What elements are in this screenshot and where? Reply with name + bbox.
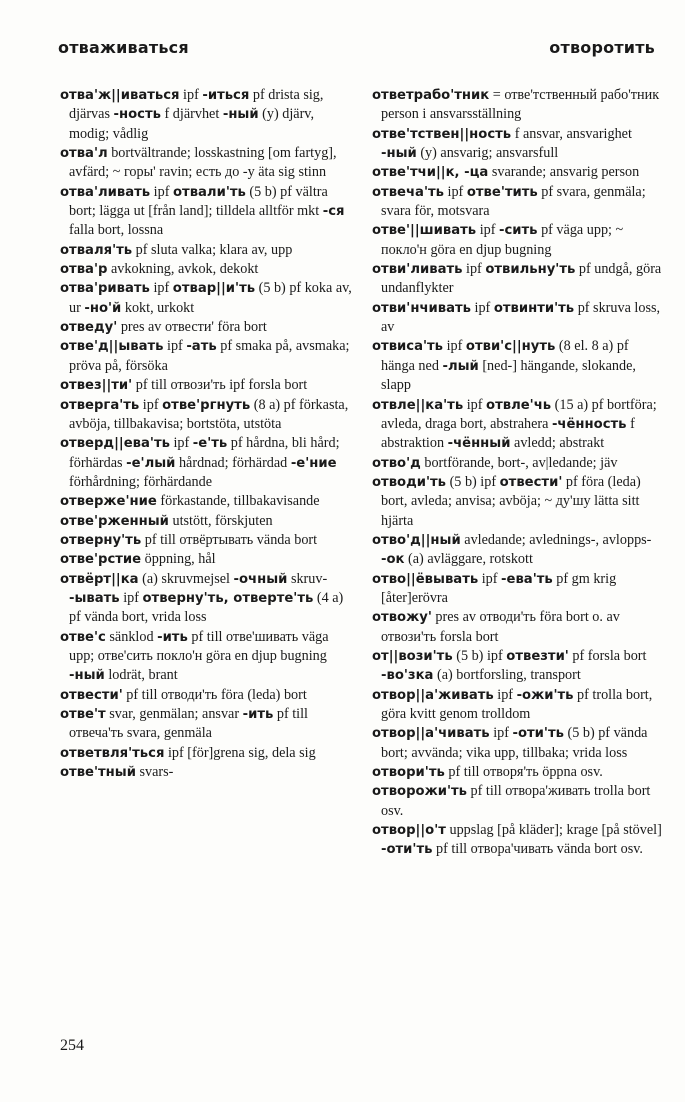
entry-text: (a) bortforsling, transport [433, 667, 581, 684]
entry-headword: отверд||ева'ть [60, 436, 170, 452]
entry-headword: отвор||а'чивать [372, 726, 490, 742]
entry-headword: ответрабо'тник [372, 88, 490, 103]
dictionary-entry [372, 821, 662, 860]
dictionary-entry [60, 550, 352, 569]
entry-text: öppning, hål [141, 551, 216, 568]
entry-headword: -во'зка [381, 668, 434, 684]
dictionary-entry [372, 782, 662, 821]
entry-text: ipf [119, 589, 143, 606]
entry-headword: отвор||о'т [372, 823, 446, 839]
entry-headword: отве'рстие [60, 552, 142, 568]
entry-headword: -ный [69, 668, 105, 684]
entry-text: pf till отвора'живать trolla bort osv. [381, 783, 651, 819]
page-number: 254 [60, 1037, 84, 1054]
entry-text: ipf [149, 280, 173, 297]
entry-headword: -ожи'ть [516, 687, 574, 703]
entry-text: (y) ansvarig; ansvarsfull [416, 145, 559, 162]
dictionary-entry [372, 163, 662, 182]
entry-text: pf svara, genmäla; svara för, motsvara [381, 183, 646, 220]
entry-headword: отви'нчивать [372, 300, 471, 316]
dictionary-entry [60, 570, 352, 628]
entry-text: förhårdning; förhärdande [69, 473, 212, 490]
entry-text: (y) djärv, modig; vådlig [69, 106, 315, 142]
dictionary-entry [60, 318, 352, 337]
dictionary-entry [60, 144, 352, 183]
entry-headword: отве'т [60, 707, 106, 722]
entry-text: pres av отводи'ть föra bort o. av отвози'ть forsla bort [381, 609, 620, 645]
dictionary-entry [60, 241, 352, 260]
entry-headword: отва'р [60, 262, 108, 278]
entry-text: pf till отворя'ть öppna osv. [444, 764, 603, 781]
entry-text: ipf [150, 183, 173, 200]
entry-headword: -ева'ть [501, 571, 553, 587]
entry-text: pf till отве'шивать väga upp; отве'сить покло'н göra en djup bugning [69, 628, 329, 664]
entry-text: ipf [462, 261, 486, 278]
running-head-left: отваживаться [58, 38, 189, 57]
entry-headword: -е'лый [126, 455, 176, 471]
entry-text: ipf [493, 686, 517, 703]
entry-text: (5 b) ipf [446, 473, 500, 490]
dictionary-entry [60, 705, 352, 744]
entry-text: pf till отводи'ть föra (leda) bort [122, 686, 307, 703]
dictionary-entry [372, 608, 662, 647]
entry-text: ipf [169, 435, 193, 452]
entry-text: pf till отвози'ть ipf forsla bort [132, 377, 308, 394]
entry-text: skruv- [287, 570, 328, 587]
entry-headword: отва'ж||иваться [60, 88, 180, 103]
entry-text: pf till отвеча'ть svara, genmäla [69, 706, 308, 742]
entry-text: (a) avläggare, rotskott [404, 551, 533, 568]
dictionary-entry [372, 125, 662, 164]
entry-text: lodrät, brant [104, 667, 178, 684]
entry-headword: отведу' [60, 320, 118, 336]
entry-headword: -ывать [69, 590, 120, 606]
entry-text: (5 b) pf vända bort; avvända; vika upp, tillbaka; vrida loss [381, 725, 648, 761]
entry-headword: отвести' [499, 474, 563, 490]
left-column [60, 86, 352, 782]
entry-text: falla bort, lossna [69, 222, 164, 239]
entry-headword: отва'ливать [60, 184, 151, 200]
dictionary-entry [60, 260, 352, 279]
entry-headword: отве'ргнуть [162, 397, 251, 413]
entry-headword: -ся [322, 204, 345, 220]
entry-text: hårdnad; förhärdad [175, 454, 291, 471]
entry-headword: отвинти'ть [493, 300, 575, 316]
dictionary-entry [372, 570, 662, 609]
entry-text: pf hårdna, bli hård; förhärdas [69, 435, 340, 471]
dictionary-entry [372, 531, 662, 570]
entry-text: svarande; ansvarig person [488, 164, 640, 181]
entry-text: ipf [för]grena sig, dela sig [164, 744, 316, 761]
dictionary-entry [60, 744, 352, 763]
entry-headword: отве'тствен||ность [372, 126, 512, 142]
entry-text: svar, genmälan; ansvar [105, 706, 243, 722]
entry-text: f djärvhet [160, 106, 223, 123]
entry-headword: отве'с [60, 629, 106, 645]
entry-headword: отвали'ть [172, 184, 246, 200]
entry-headword: отвильну'ть [485, 262, 576, 278]
entry-text: (5 b) pf vältra bort; lägga ut [från land]; tilldela alltför mkt [69, 183, 328, 220]
entry-headword: отвор||а'живать [372, 687, 494, 703]
entry-headword: отвле'чь [486, 397, 552, 413]
entry-text: ipf [476, 222, 499, 239]
entry-headword: -ный [222, 107, 259, 123]
dictionary-entry [372, 763, 662, 782]
entry-text: pf trolla bort, göra kvitt genom trolldom [381, 686, 653, 722]
entry-text: pres av отвести' föra bort [117, 319, 267, 336]
entry-text: (15 a) pf bortföra; avleda, draga bort, abstrahera [381, 396, 657, 432]
entry-text: ipf [163, 338, 187, 355]
dictionary-entry [372, 724, 662, 763]
entry-headword: -чённый [447, 436, 511, 452]
entry-text: uppslag [på kläder]; krage [på stövel] [445, 822, 662, 839]
entry-text: pf till отвора'чивать vända bort osv. [432, 841, 643, 858]
entry-text: pf föra (leda) bort, avleda; anvisa; avböja; ~ ду'шу lätta sitt hjärta [381, 473, 641, 529]
right-column [372, 86, 662, 860]
entry-headword: отверну'ть, отверте'ть [142, 590, 314, 606]
entry-text: pf till отвёртывать vända bort [141, 531, 318, 548]
entry-headword: отвле||ка'ть [372, 397, 464, 413]
dictionary-entry [372, 473, 662, 531]
entry-text: f ansvar, ansvarighet [511, 125, 632, 142]
dictionary-entry [60, 434, 352, 492]
entry-headword: отве'д||ывать [60, 339, 164, 355]
entry-headword: -ить [242, 707, 274, 722]
entry-headword: отваля'ть [60, 242, 133, 258]
entry-headword: -оти'ть [512, 726, 564, 742]
entry-text: (a) skruvmejsel [138, 570, 234, 587]
entry-text: ipf [179, 87, 203, 103]
entry-text: = отве'тственный рабо'тник person i ansvarsställning [381, 87, 660, 123]
entry-headword: отве'тчи||к, -ца [372, 165, 489, 181]
entry-headword: отверга'ть [60, 397, 140, 413]
entry-headword: отворожи'ть [372, 784, 467, 800]
entry-headword: отвеча'ть [372, 184, 444, 200]
entry-headword: -ить [157, 629, 188, 645]
entry-headword: отвори'ть [372, 765, 445, 781]
entry-text: pf forsla bort [568, 647, 647, 664]
entry-text: pf väga upp; ~ покло'н göra en djup bugning [381, 222, 624, 258]
entry-text: kokt, urkokt [121, 299, 195, 316]
dictionary-entry [60, 492, 352, 511]
entry-headword: -но'й [84, 300, 122, 316]
entry-text: f abstraktion [381, 415, 635, 452]
entry-headword: -ать [186, 339, 217, 355]
entry-headword: отво'д||ный [372, 532, 461, 548]
entry-headword: -лый [442, 358, 479, 374]
entry-headword: отве'||шивать [372, 223, 477, 239]
entry-text: avledande; avlednings-, avlopps- [460, 531, 652, 548]
dictionary-entry [60, 279, 352, 318]
dictionary-entry [372, 396, 662, 454]
entry-text: (5 b) ipf [452, 647, 507, 664]
entry-headword: -очный [233, 571, 288, 587]
entry-headword: отве'тить [466, 184, 538, 200]
entry-text: ipf [478, 570, 502, 587]
entry-text: avledd; abstrakt [510, 435, 605, 452]
entry-text: (4 a) pf vända bort, vrida loss [69, 589, 344, 626]
entry-text: ipf [139, 396, 163, 413]
entry-headword: от||вози'ть [372, 648, 453, 664]
entry-text: (8 a) pf förkasta, avböja, tillbakavisa; bortstöta, utstöta [69, 396, 349, 432]
dictionary-entry [60, 686, 352, 705]
entry-text: pf sluta valka; klara av, upp [132, 241, 293, 258]
entry-headword: отве'тный [60, 765, 136, 781]
entry-text: svars- [135, 764, 174, 781]
entry-text: ipf [463, 396, 487, 413]
entry-headword: -е'ть [192, 436, 228, 452]
entry-headword: ответвля'ться [60, 745, 165, 761]
entry-headword: отви'ливать [372, 262, 463, 278]
entry-headword: -ный [381, 146, 417, 162]
entry-headword: отверже'ние [60, 494, 157, 510]
entry-text: sänklod [105, 628, 158, 645]
entry-headword: отвиса'ть [372, 339, 444, 355]
dictionary-entry [372, 686, 662, 725]
entry-text: pf undgå, göra undanflykter [381, 261, 662, 297]
entry-headword: -оти'ть [381, 842, 433, 858]
entry-headword: -ность [113, 107, 161, 123]
dictionary-entry [60, 763, 352, 782]
entry-text: ipf [470, 299, 494, 316]
entry-text: bortvältrande; losskastning [om fartyg], avfärd; ~ горы' ravin; есть до -у äta sig stinn [69, 145, 337, 181]
entry-headword: отводи'ть [372, 474, 447, 490]
entry-headword: отвести' [60, 687, 123, 703]
dictionary-entry [60, 396, 352, 435]
entry-headword: отвезти' [506, 648, 569, 664]
entry-text: (5 b) pf koka av, ur [69, 280, 352, 316]
entry-headword: отверну'ть [60, 532, 142, 548]
dictionary-entry [372, 299, 662, 338]
entry-headword: отво'д [372, 455, 421, 471]
entry-headword: -сить [499, 223, 538, 239]
entry-text: ipf [489, 725, 513, 742]
entry-headword: -е'ние [290, 455, 337, 471]
dictionary-entry [60, 531, 352, 550]
entry-text: pf smaka på, avsmaka; pröva på, försöka [69, 338, 350, 374]
entry-headword: отва'ривать [60, 281, 150, 297]
entry-headword: отви'с||нуть [465, 339, 556, 355]
dictionary-entry [60, 376, 352, 395]
entry-text: pf drista sig, djärvas [69, 87, 324, 123]
entry-headword: -иться [202, 88, 250, 103]
entry-headword: отве'рженный [60, 513, 169, 529]
entry-text: avkokning, avkok, dekokt [107, 261, 259, 278]
dictionary-entry [372, 454, 662, 473]
dictionary-entry [60, 337, 352, 376]
dictionary-entry [60, 512, 352, 531]
running-head-right: отворотить [549, 38, 655, 57]
entry-headword: -чённость [551, 416, 627, 432]
entry-headword: отво||ёвывать [372, 571, 479, 587]
entry-text: pf skruva loss, av [381, 299, 661, 336]
dictionary-entry [372, 183, 662, 222]
entry-text: utstött, förskjuten [168, 512, 273, 529]
entry-text: ipf [443, 183, 467, 200]
entry-text: bortförande, bort-, av|ledande; jäv [420, 454, 618, 471]
dictionary-entry [60, 86, 352, 144]
entry-text: [ned-] hängande, slokande, slapp [381, 357, 636, 394]
dictionary-entry [372, 221, 662, 260]
entry-headword: отва'л [60, 146, 108, 162]
entry-text: (8 el. 8 a) pf hänga ned [381, 338, 629, 374]
dictionary-entry [60, 628, 352, 686]
entry-text: förkastande, tillbakavisande [156, 493, 320, 510]
entry-headword: отвожу' [372, 610, 432, 626]
entry-text: pf gm krig [åter]erövra [381, 570, 617, 606]
entry-headword: отвез||ти' [60, 378, 133, 394]
entry-headword: отвёрт||ка [60, 571, 139, 587]
entry-headword: отвар||и'ть [172, 281, 256, 297]
dictionary-entry [60, 183, 352, 241]
dictionary-entry [372, 86, 662, 125]
entry-text: ipf [443, 338, 466, 355]
dictionary-entry [372, 337, 662, 395]
dictionary-entry [372, 647, 662, 686]
entry-headword: -ок [381, 552, 405, 568]
dictionary-entry [372, 260, 662, 299]
